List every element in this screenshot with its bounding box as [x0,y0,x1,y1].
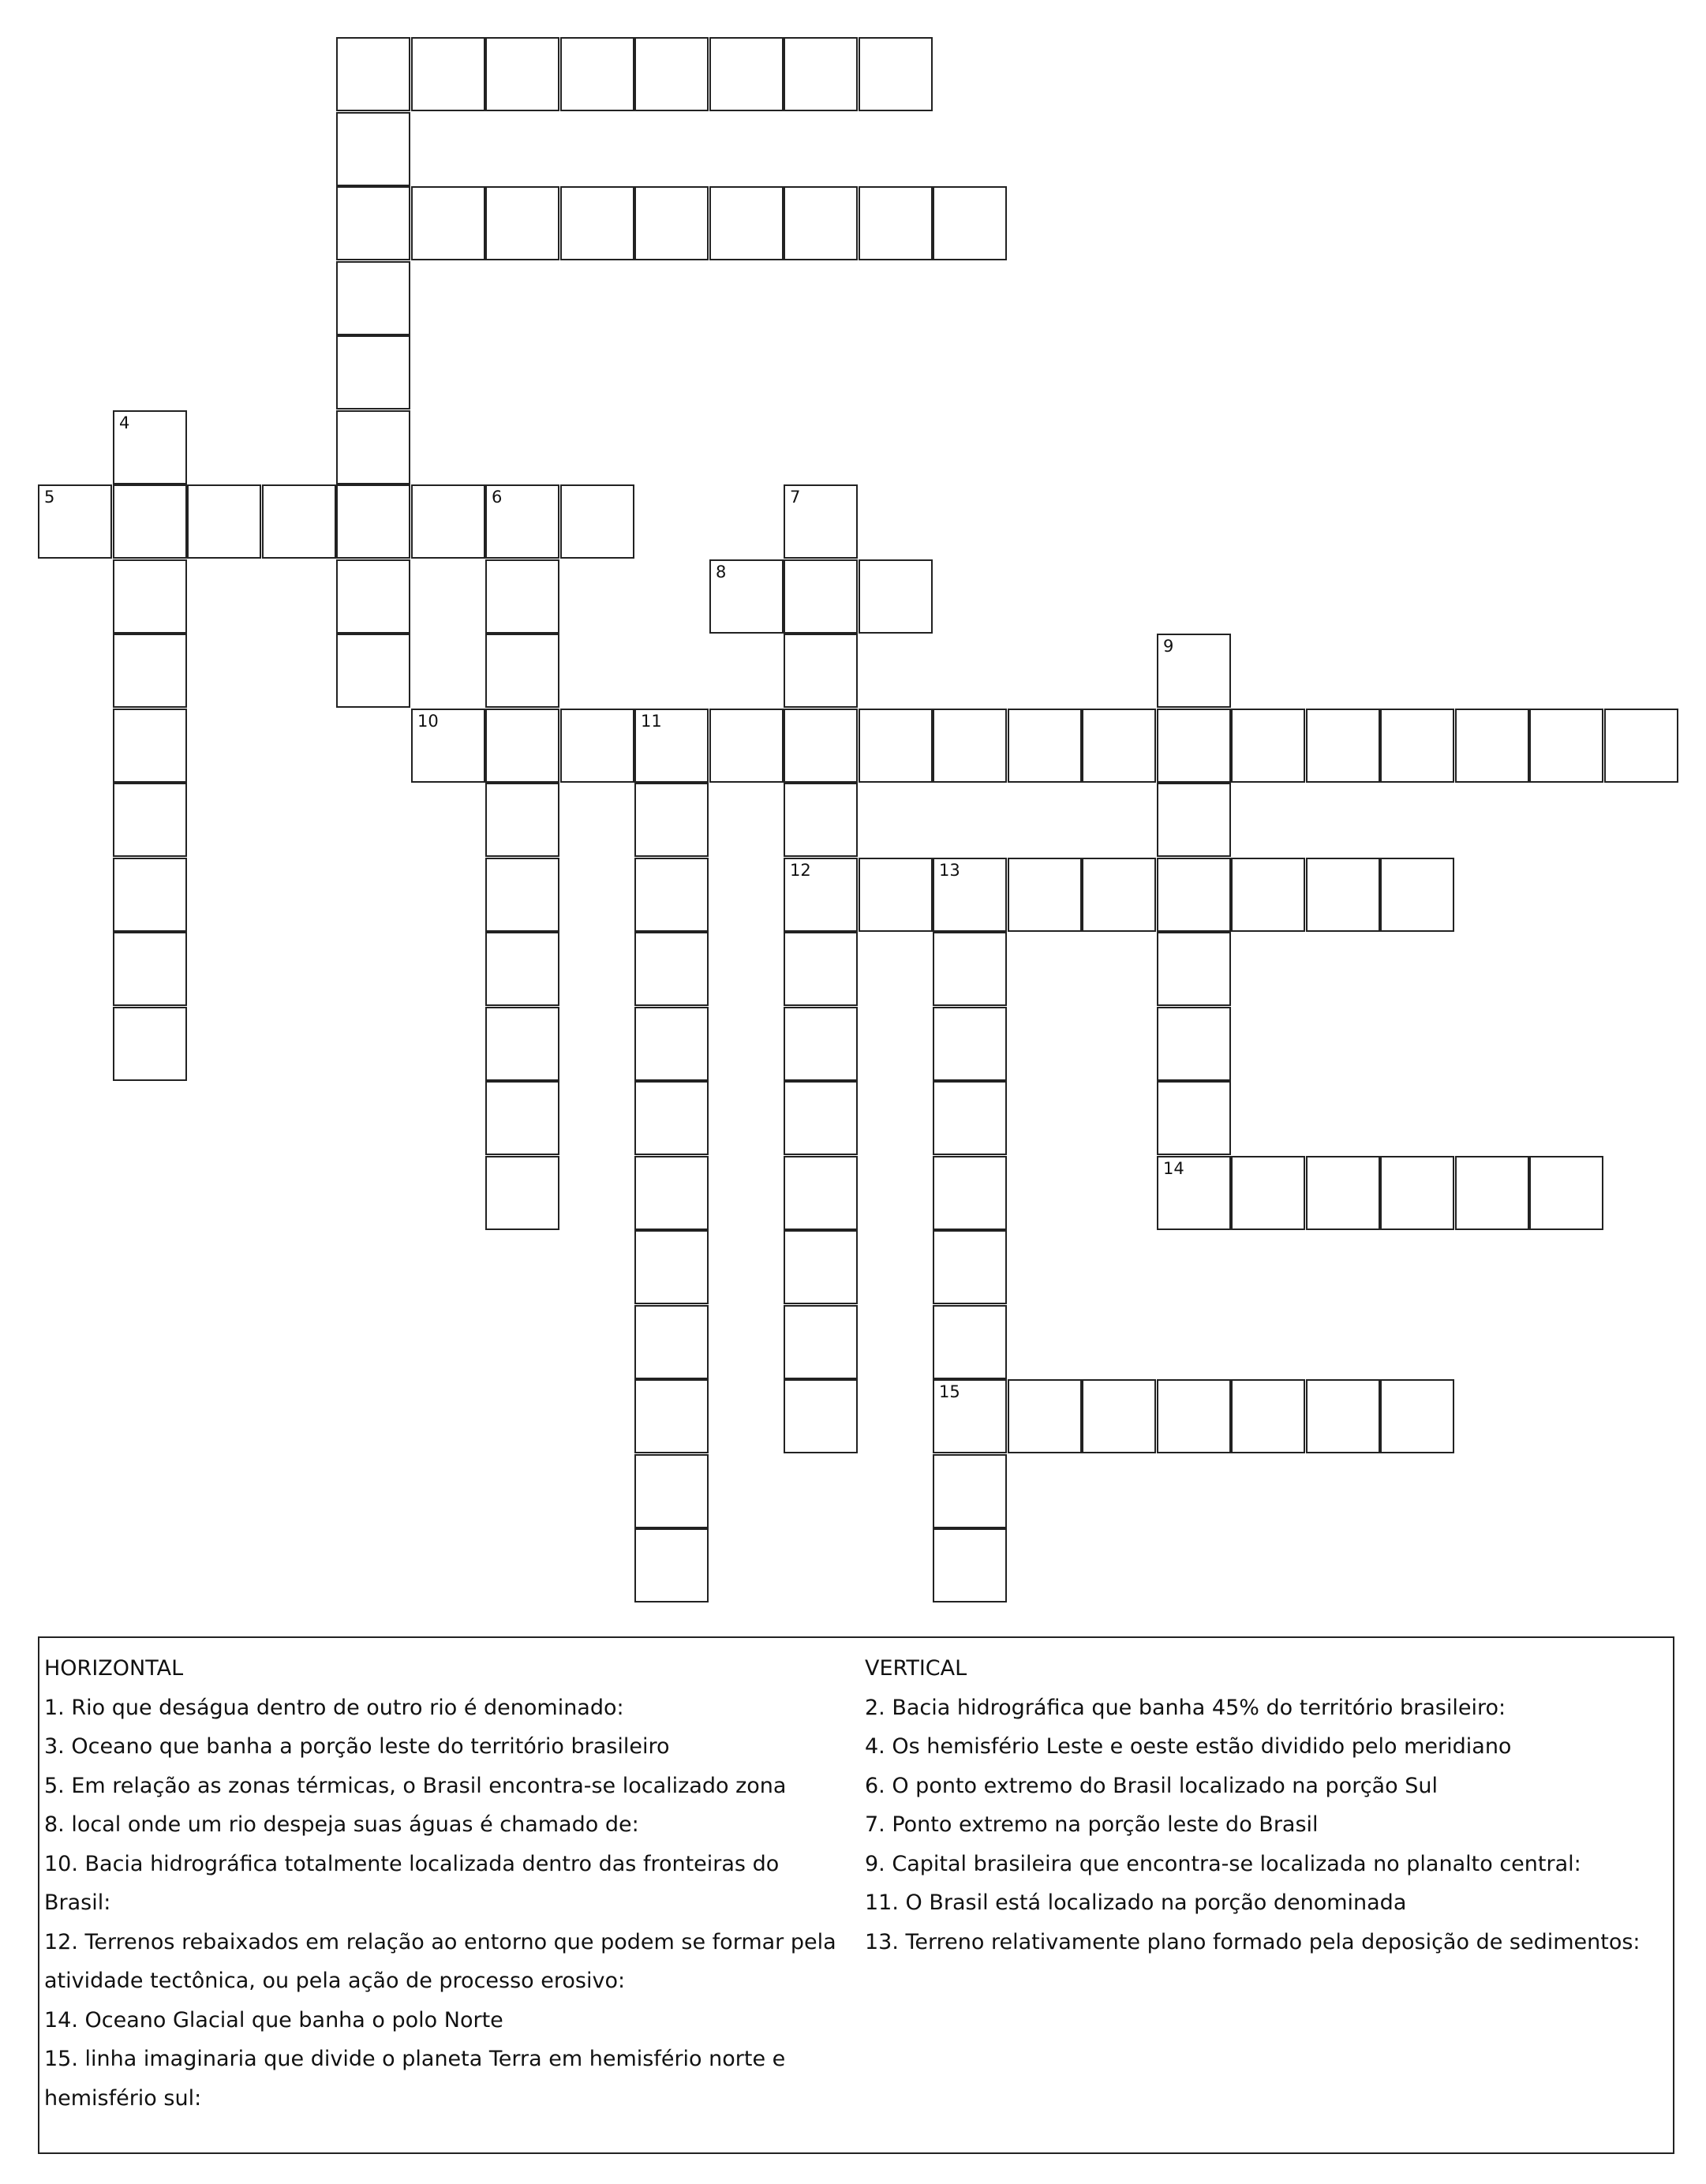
grid-cell[interactable] [560,186,634,260]
grid-cell[interactable] [634,1081,709,1155]
clue-line: 12. Terrenos rebaixados em relação ao entorno que podem se formar pela [44,1929,836,1954]
grid-cell[interactable] [1380,858,1454,932]
clue-line: hemisfério sul: [44,2085,202,2111]
grid-cell[interactable] [1008,709,1082,783]
grid-cell[interactable] [933,1379,1007,1453]
grid-cell[interactable] [485,858,559,932]
grid-cell[interactable] [485,37,559,111]
grid-cell[interactable] [933,186,1007,260]
grid-cell[interactable] [1157,1156,1231,1230]
grid-cell[interactable] [113,1007,187,1081]
grid-cell[interactable] [485,1007,559,1081]
grid-cell[interactable] [634,1305,709,1379]
grid-cell[interactable] [411,709,485,783]
grid-cell[interactable] [560,37,634,111]
grid-cell[interactable] [485,634,559,708]
clue-line: 1. Rio que deságua dentro de outro rio é denominado: [44,1695,624,1720]
grid-cell[interactable] [1604,709,1678,783]
grid-cell[interactable] [859,858,933,932]
grid-cell[interactable] [336,186,410,260]
grid-cell[interactable] [1231,1379,1305,1453]
grid-cell[interactable] [1157,858,1231,932]
grid-cell[interactable] [634,1454,709,1528]
grid-cell[interactable] [1157,1379,1231,1453]
clue-number: 6 [492,488,503,507]
grid-cell[interactable] [784,37,858,111]
grid-cell[interactable] [634,186,709,260]
grid-cell[interactable] [784,1081,858,1155]
grid-cell[interactable] [1157,932,1231,1006]
grid-cell[interactable] [1157,1081,1231,1155]
grid-cell[interactable] [411,37,485,111]
grid-cell[interactable] [1231,709,1305,783]
grid-cell[interactable] [784,634,858,708]
grid-cell[interactable] [187,484,261,559]
grid-cell[interactable] [784,1305,858,1379]
grid-cell[interactable] [1529,1156,1603,1230]
grid-cell[interactable] [411,484,485,559]
grid-cell[interactable] [485,1081,559,1155]
clue-line: 11. O Brasil está localizado na porção denominada [865,1890,1407,1915]
clue-number: 8 [716,563,727,582]
grid-cell[interactable] [1157,783,1231,857]
clue-line: 13. Terreno relativamente plano formado pela deposição de sedimentos: [865,1929,1641,1954]
grid-cell[interactable] [262,484,336,559]
clue-line: 10. Bacia hidrográfica totalmente localizada dentro das fronteiras do [44,1851,780,1876]
grid-cell[interactable] [1455,1156,1529,1230]
grid-cell[interactable] [411,186,485,260]
clue-line: 3. Oceano que banha a porção leste do território brasileiro [44,1734,670,1759]
grid-cell[interactable] [113,634,187,708]
clue-number: 15 [939,1382,960,1401]
grid-cell[interactable] [485,783,559,857]
grid-cell[interactable] [113,858,187,932]
clue-line: 5. Em relação as zonas térmicas, o Brasil encontra-se localizado zona [44,1773,787,1798]
clue-line: 6. O ponto extremo do Brasil localizado na porção Sul [865,1773,1438,1798]
grid-cell[interactable] [933,1156,1007,1230]
grid-cell[interactable] [784,484,858,559]
grid-cell[interactable] [1008,1379,1082,1453]
grid-cell[interactable] [113,559,187,634]
grid-cell[interactable] [784,783,858,857]
clue-number: 14 [1163,1159,1184,1178]
grid-cell[interactable] [933,709,1007,783]
clue-number: 9 [1163,637,1174,656]
grid-cell[interactable] [1231,1156,1305,1230]
grid-cell[interactable] [1082,1379,1156,1453]
grid-cell[interactable] [336,484,410,559]
grid-cell[interactable] [485,709,559,783]
grid-cell[interactable] [784,1007,858,1081]
grid-cell[interactable] [784,186,858,260]
grid-cell[interactable] [859,186,933,260]
clue-line: HORIZONTAL [44,1656,184,1681]
grid-cell[interactable] [336,559,410,634]
clue-line: Brasil: [44,1890,111,1915]
grid-cell[interactable] [485,1156,559,1230]
grid-cell[interactable] [1082,858,1156,932]
clue-line: 14. Oceano Glacial que banha o polo Norte [44,2007,503,2033]
grid-cell[interactable] [336,335,410,410]
clues-box [38,1636,1674,2154]
grid-cell[interactable] [38,484,112,559]
grid-cell[interactable] [859,559,933,634]
grid-cell[interactable] [1082,709,1156,783]
grid-cell[interactable] [634,37,709,111]
grid-cell[interactable] [485,932,559,1006]
grid-cell[interactable] [784,1230,858,1304]
grid-cell[interactable] [1157,1007,1231,1081]
clue-line: 15. linha imaginaria que divide o planeta Terra em hemisfério norte e [44,2047,786,2071]
grid-cell[interactable] [1306,709,1380,783]
grid-cell[interactable] [560,484,634,559]
clue-number: 11 [641,712,662,731]
grid-cell[interactable] [1306,858,1380,932]
grid-cell[interactable] [634,1230,709,1304]
grid-cell[interactable] [634,783,709,857]
grid-cell[interactable] [859,37,933,111]
grid-cell[interactable] [1380,1156,1454,1230]
clue-line: 8. local onde um rio despeja suas águas é chamado de: [44,1812,639,1837]
grid-cell[interactable] [933,1230,1007,1304]
grid-cell[interactable] [933,1081,1007,1155]
grid-cell[interactable] [1306,1379,1380,1453]
clue-number: 13 [939,861,960,880]
clue-number: 4 [119,413,130,432]
grid-cell[interactable] [634,932,709,1006]
grid-cell[interactable] [336,37,410,111]
grid-cell[interactable] [1455,709,1529,783]
grid-cell[interactable] [784,858,858,932]
grid-cell[interactable] [1157,709,1231,783]
grid-cell[interactable] [1231,858,1305,932]
grid-cell[interactable] [336,261,410,335]
grid-cell[interactable] [784,709,858,783]
grid-cell[interactable] [1306,1156,1380,1230]
grid-cell[interactable] [1008,858,1082,932]
grid-cell[interactable] [709,186,784,260]
grid-cell[interactable] [1157,634,1231,708]
grid-cell[interactable] [485,559,559,634]
grid-cell[interactable] [933,1007,1007,1081]
grid-cell[interactable] [560,709,634,783]
grid-cell[interactable] [1380,1379,1454,1453]
grid-cell[interactable] [709,559,784,634]
grid-cell[interactable] [709,37,784,111]
grid-cell[interactable] [113,783,187,857]
grid-cell[interactable] [634,1379,709,1453]
grid-cell[interactable] [634,1007,709,1081]
grid-cell[interactable] [113,709,187,783]
grid-cell[interactable] [933,1528,1007,1602]
grid-cell[interactable] [784,1379,858,1453]
horizontal-clues [44,1649,857,2118]
clue-line: atividade tectônica, ou pela ação de processo erosivo: [44,1969,626,1993]
grid-cell[interactable] [784,559,858,634]
grid-cell[interactable] [1380,709,1454,783]
clue-line: 7. Ponto extremo na porção leste do Brasil [865,1812,1319,1837]
grid-cell[interactable] [933,1305,1007,1379]
grid-cell[interactable] [113,484,187,559]
grid-cell[interactable] [784,932,858,1006]
grid-cell[interactable] [784,1156,858,1230]
grid-cell[interactable] [1529,709,1603,783]
clue-line: 9. Capital brasileira que encontra-se localizada no planalto central: [865,1851,1581,1876]
grid-cell[interactable] [634,1156,709,1230]
grid-cell[interactable] [859,709,933,783]
clue-line: VERTICAL [865,1656,967,1681]
grid-cell[interactable] [336,112,410,186]
clue-line: 2. Bacia hidrográfica que banha 45% do território brasileiro: [865,1695,1506,1720]
grid-cell[interactable] [113,410,187,484]
grid-cell[interactable] [485,186,559,260]
clue-number: 7 [790,488,801,507]
vertical-clues [865,1649,1670,1961]
grid-cell[interactable] [336,410,410,484]
grid-cell[interactable] [634,709,709,783]
grid-cell[interactable] [336,634,410,708]
grid-cell[interactable] [709,709,784,783]
grid-cell[interactable] [933,858,1007,932]
grid-cell[interactable] [634,858,709,932]
clue-line: 4. Os hemisfério Leste e oeste estão dividido pelo meridiano [865,1734,1512,1759]
grid-cell[interactable] [485,484,559,559]
grid-cell[interactable] [113,932,187,1006]
clue-number: 10 [417,712,439,731]
clue-number: 5 [44,488,55,507]
grid-cell[interactable] [933,932,1007,1006]
clue-number: 12 [790,861,811,880]
grid-cell[interactable] [634,1528,709,1602]
grid-cell[interactable] [933,1454,1007,1528]
